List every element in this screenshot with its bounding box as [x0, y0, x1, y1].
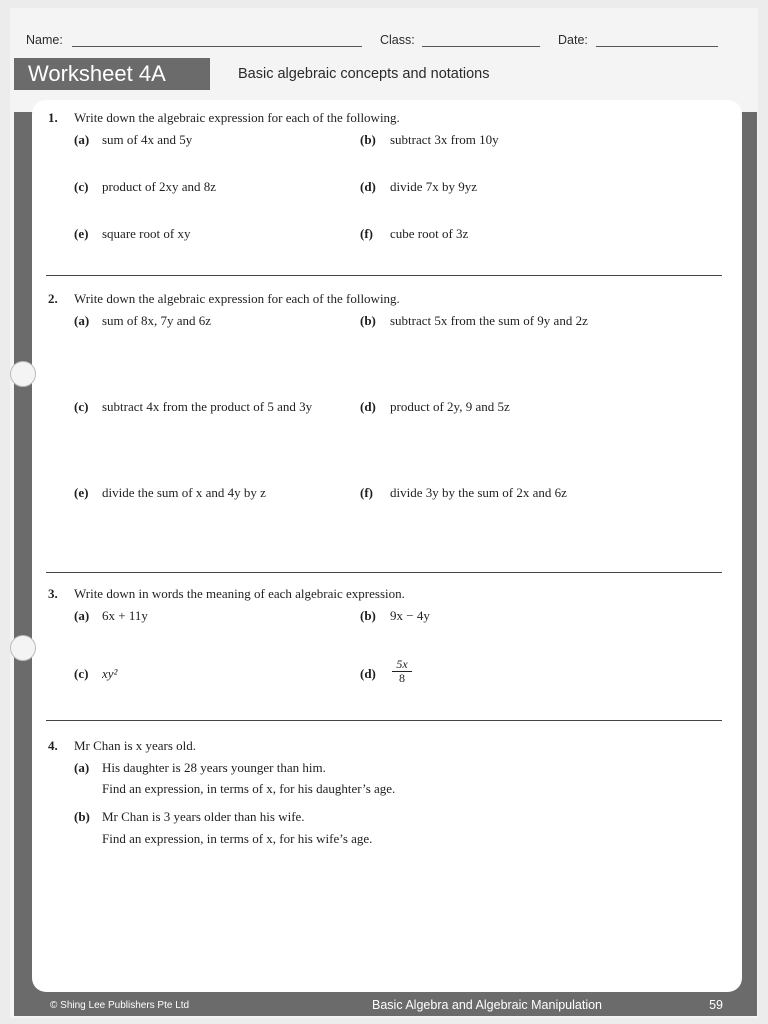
part-label: (d)	[360, 399, 376, 414]
part-text: square root of xy	[102, 226, 191, 241]
worksheet-title: Worksheet 4A	[14, 58, 210, 90]
part-label: (a)	[74, 132, 90, 147]
name-label: Name:	[26, 33, 63, 47]
part-text: sum of 8x, 7y and 6z	[102, 313, 212, 328]
date-field-line[interactable]	[596, 46, 718, 47]
fraction-numerator: 5x	[396, 657, 408, 671]
part-label: (b)	[360, 132, 376, 147]
student-info-row	[0, 33, 768, 53]
part-label: (e)	[74, 226, 89, 241]
worksheet-subtitle: Basic algebraic concepts and notations	[238, 66, 490, 82]
binder-hole	[10, 635, 36, 661]
part-label: (c)	[74, 666, 89, 681]
part-label: (b)	[360, 608, 376, 623]
part-text: Find an expression, in terms of x, for his daughter’s age.	[102, 781, 396, 796]
binder-hole	[10, 361, 36, 387]
book-title: Basic Algebra and Algebraic Manipulation	[372, 998, 603, 1012]
fraction-denominator: 8	[392, 671, 412, 685]
part-text: subtract 5x from the sum of 9y and 2z	[390, 313, 588, 328]
part-label: (d)	[360, 666, 376, 681]
part-text: His daughter is 28 years younger than him.	[102, 760, 326, 775]
part-label: (e)	[74, 485, 89, 500]
name-field-line[interactable]	[72, 46, 362, 47]
part-text: divide 3y by the sum of 2x and 6z	[390, 485, 567, 500]
part-label: (c)	[74, 399, 89, 414]
part-text: subtract 3x from 10y	[390, 132, 499, 147]
part-label: (b)	[360, 313, 376, 328]
section-divider	[46, 572, 722, 573]
part-text: sum of 4x and 5y	[102, 132, 193, 147]
part-label: (b)	[74, 809, 90, 824]
question-prompt: Write down the algebraic expression for each of the following.	[74, 291, 400, 306]
question-prompt: Write down the algebraic expression for each of the following.	[74, 110, 400, 125]
part-label: (a)	[74, 313, 90, 328]
part-text: Mr Chan is 3 years older than his wife.	[102, 809, 305, 824]
part-text: xy²	[102, 666, 118, 681]
part-label: (f)	[360, 226, 373, 241]
part-label: (c)	[74, 179, 89, 194]
part-text: product of 2y, 9 and 5z	[390, 399, 510, 414]
question-number: 3.	[48, 586, 58, 601]
question-intro: Mr Chan is x years old.	[74, 738, 197, 753]
part-text: cube root of 3z	[390, 226, 469, 241]
part-text: subtract 4x from the product of 5 and 3y	[102, 399, 313, 414]
class-field-line[interactable]	[422, 46, 540, 47]
part-label: (a)	[74, 760, 90, 775]
part-text: 6x + 11y	[102, 608, 148, 623]
section-divider	[46, 275, 722, 276]
part-text: divide 7x by 9yz	[390, 179, 478, 194]
section-divider	[46, 720, 722, 721]
part-label: (a)	[74, 608, 90, 623]
question-prompt: Write down in words the meaning of each algebraic expression.	[74, 586, 405, 601]
question-number: 2.	[48, 291, 58, 306]
part-label: (f)	[360, 485, 373, 500]
page-number: 59	[709, 998, 723, 1012]
question-number: 1.	[48, 110, 58, 125]
date-label: Date:	[558, 33, 588, 47]
fraction	[392, 658, 412, 685]
class-label: Class:	[380, 33, 415, 47]
part-text: divide the sum of x and 4y by z	[102, 485, 266, 500]
question-number: 4.	[48, 738, 58, 753]
copyright-text: © Shing Lee Publishers Pte Ltd	[50, 1000, 190, 1011]
page-footer	[14, 996, 757, 1016]
part-text: product of 2xy and 8z	[102, 179, 217, 194]
part-text: Find an expression, in terms of x, for his wife’s age.	[102, 831, 373, 846]
part-text: 9x − 4y	[390, 608, 430, 623]
part-label: (d)	[360, 179, 376, 194]
